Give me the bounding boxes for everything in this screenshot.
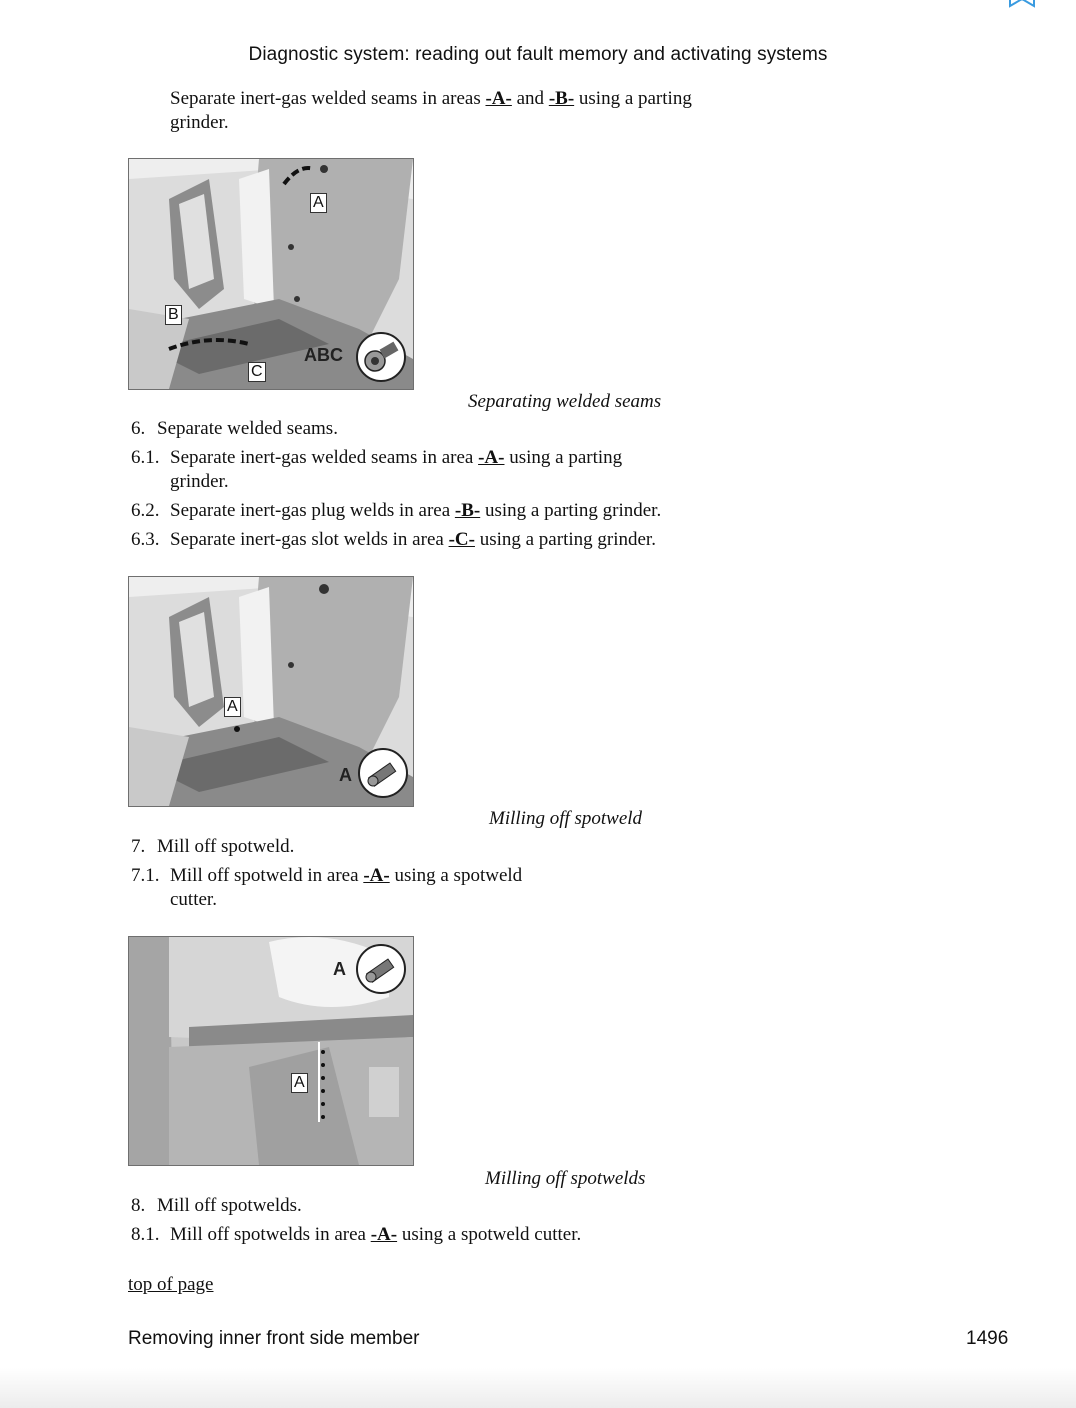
step-text: Separate inert-gas welded seams in area: [170, 447, 479, 468]
step-text-line2: grinder.: [170, 471, 229, 492]
step-text-line2: cutter.: [170, 889, 217, 910]
step-text: Separate welded seams.: [157, 418, 338, 439]
step-6-1: [131, 446, 751, 494]
intro-paragraph: [170, 87, 770, 135]
step-text-post: using a spotweld cutter.: [397, 1224, 582, 1245]
figure1-label-abc: ABC: [304, 345, 343, 365]
figure1-label-c: C: [248, 362, 266, 382]
figure3-caption: Milling off spotwelds: [485, 1168, 646, 1189]
step-8: [131, 1194, 302, 1218]
step-text: Separate inert-gas plug welds in area: [170, 500, 455, 521]
ref-a: -A-: [363, 865, 390, 886]
intro-text-post: using a parting: [574, 88, 692, 109]
figure-separating-welded-seams: [128, 158, 414, 390]
page-header-title: Diagnostic system: reading out fault memory and activating systems: [248, 44, 828, 65]
figure-milling-off-spotwelds: [128, 936, 414, 1166]
step-text-post: using a parting grinder.: [480, 500, 662, 521]
parting-grinder-icon: [355, 331, 407, 383]
step-text: Separate inert-gas slot welds in area: [170, 529, 449, 550]
step-number: 7.: [131, 836, 146, 857]
figure1-label-a: A: [310, 193, 327, 213]
step-text-post: using a parting: [504, 447, 623, 468]
step-number: 6.2.: [131, 500, 160, 521]
bookmark-icon[interactable]: [1008, 0, 1036, 15]
intro-text-line2: grinder.: [170, 112, 229, 133]
spotweld-cutter-icon: [355, 943, 407, 995]
footer-title: Removing inner front side member: [128, 1328, 420, 1349]
step-6-3: [131, 528, 771, 552]
step-number: 6.3.: [131, 529, 160, 550]
spotweld-cutter-icon: [357, 747, 409, 799]
ref-a: -A-: [478, 447, 505, 468]
intro-text-mid: and: [511, 88, 549, 109]
step-number: 7.1.: [131, 865, 160, 886]
ref-b: -B-: [454, 500, 481, 521]
page-number: 1496: [966, 1328, 1009, 1349]
step-text-post: using a parting grinder.: [474, 529, 656, 550]
step-text: Mill off spotwelds.: [157, 1195, 302, 1216]
ref-b: -B-: [548, 88, 575, 109]
figure1-caption: Separating welded seams: [468, 391, 662, 412]
figure3-label-a: A: [291, 1073, 308, 1093]
figure3-label-a-tool: A: [333, 959, 346, 979]
step-text: Mill off spotweld.: [157, 836, 295, 857]
step-number: 8.: [131, 1195, 146, 1216]
step-6: [131, 417, 338, 441]
ref-c: -C-: [448, 529, 475, 550]
step-number: 6.: [131, 418, 146, 439]
step-6-2: [131, 499, 771, 523]
figure2-label-a: A: [224, 697, 241, 717]
figure2-label-a-tool: A: [339, 765, 352, 785]
step-number: 8.1.: [131, 1224, 160, 1245]
top-of-page-link[interactable]: top of page: [128, 1274, 214, 1295]
figure-milling-off-spotweld: [128, 576, 414, 807]
step-7: [131, 835, 294, 859]
step-8-1: [131, 1223, 771, 1247]
ref-a: -A-: [485, 88, 512, 109]
step-text: Mill off spotwelds in area: [170, 1224, 371, 1245]
step-text: Mill off spotweld in area: [170, 865, 364, 886]
step-7-1: [131, 864, 751, 912]
intro-text: Separate inert-gas welded seams in areas: [170, 88, 486, 109]
bottom-shadow: [0, 1368, 1076, 1408]
ref-a: -A-: [370, 1224, 398, 1245]
step-text-post: using a spotweld: [389, 865, 523, 886]
figure2-caption: Milling off spotweld: [489, 808, 643, 829]
step-number: 6.1.: [131, 447, 160, 468]
figure1-label-b: B: [165, 305, 182, 325]
